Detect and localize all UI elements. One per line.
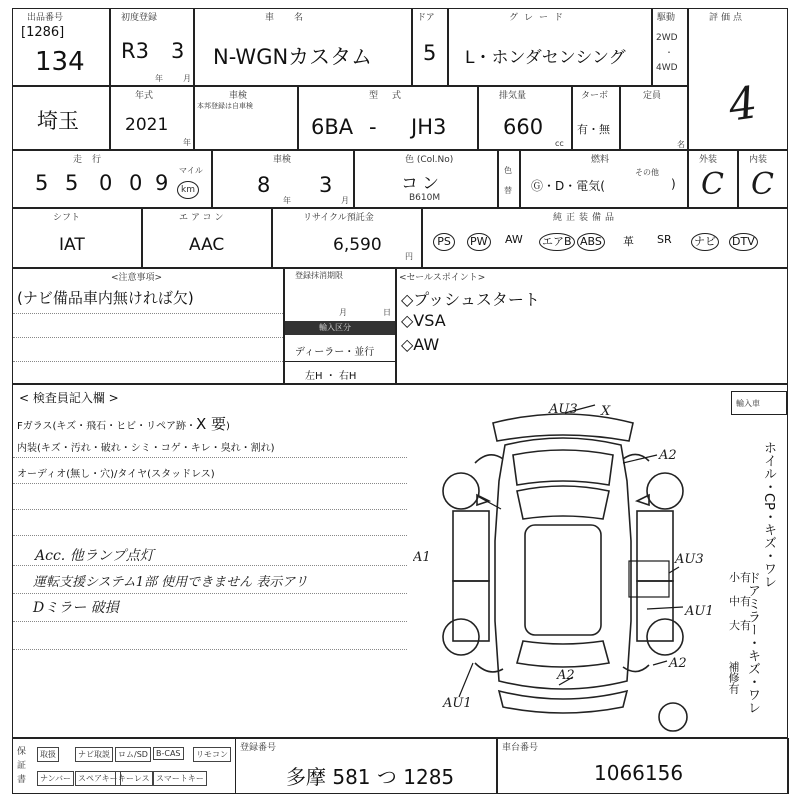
- equipment-2: AW: [505, 233, 523, 246]
- equipment-4: ABS: [577, 233, 605, 251]
- plate-header: 登録番号: [240, 743, 277, 753]
- mark-a1-left: A1: [413, 550, 431, 565]
- model-year-cell: [110, 86, 194, 150]
- mileage-digit-5: 9: [155, 171, 169, 195]
- int-grade-cell: [738, 150, 788, 208]
- equipment-header: 純正装備品: [553, 213, 619, 223]
- equipment-5: 革: [623, 235, 634, 248]
- equipment-1: PW: [467, 233, 491, 251]
- color-cell: [354, 150, 498, 208]
- sales-point-3: ◇AW: [401, 335, 440, 354]
- mark-au1-bottom-left: AU1: [443, 696, 472, 711]
- shift-cell: [12, 208, 142, 268]
- import-type-bar: [285, 321, 395, 335]
- door-cell: [412, 8, 448, 86]
- car-damage-diagram: [413, 401, 723, 737]
- int-grade: C: [751, 167, 774, 202]
- grade-header: グレード: [509, 13, 570, 23]
- footer-bottom-label-2: キーレス: [115, 771, 153, 786]
- ext-header: 外装: [699, 155, 718, 165]
- lot-number: 134: [35, 47, 85, 77]
- handwritten-note-1: Acc. 他ランプ点灯: [35, 548, 154, 564]
- lot-sub-number: [1286]: [21, 25, 65, 40]
- wheel-size-large: 大有: [729, 619, 751, 632]
- dealer-parallel: ディーラー・並行: [295, 347, 375, 358]
- mark-a2-right-top: A2: [659, 448, 677, 463]
- wheel-size-small: 小有: [729, 571, 751, 584]
- mark-au3-right: AU3: [675, 552, 704, 567]
- mark-x: X: [601, 404, 611, 419]
- color-change-a: 色: [504, 166, 512, 175]
- chassis-cell: [497, 738, 789, 794]
- footer-top-label-3: B-CAS: [153, 747, 184, 760]
- fuel-close: ): [671, 177, 676, 191]
- footer-top-label-0: 取扱: [37, 747, 59, 762]
- fuel-other: その他: [635, 168, 659, 177]
- int-header: 内装: [749, 155, 768, 165]
- displacement-unit: cc: [555, 139, 564, 148]
- aircon-header: エアコン: [179, 213, 227, 223]
- plate-number: 多摩 581 つ 1285: [286, 765, 455, 789]
- footer: [12, 738, 788, 794]
- shaken-cell: [212, 150, 354, 208]
- mileage-digit-4: 0: [129, 171, 143, 195]
- mileage-cell: [12, 150, 212, 208]
- type-code: JH3: [411, 115, 447, 139]
- door-header: ドア: [417, 13, 435, 23]
- score-cell: [688, 8, 788, 150]
- first-reg-month: 3: [171, 39, 185, 63]
- notes-header: <注意事項>: [111, 273, 163, 283]
- door-count: 5: [423, 41, 437, 65]
- model-year-unit: 年: [183, 138, 191, 147]
- turbo-value: 有・無: [577, 123, 610, 136]
- type-cell: [298, 86, 478, 150]
- type-prefix: 6BA: [311, 115, 354, 139]
- shaken-history-header: 車検: [229, 91, 248, 101]
- interior-line: 内装(キズ・汚れ・破れ・シミ・コゲ・キレ・臭れ・割れ): [17, 443, 275, 454]
- shaken-year: 8: [257, 173, 271, 197]
- import-type-label: 輸入区分: [319, 323, 351, 332]
- region-cell: [12, 86, 110, 150]
- reg-deadline-cell: [284, 268, 396, 384]
- inspector-area: [12, 384, 788, 738]
- recycle-header: リサイクル預託金: [303, 213, 374, 223]
- color-header: 色 (Col.No): [405, 155, 454, 165]
- footer-bottom-label-0: ナンバー: [37, 771, 74, 786]
- capacity-header: 定員: [643, 91, 662, 101]
- sales-point-2: ◇VSA: [401, 311, 446, 330]
- recycle-fee: 6,590: [333, 235, 382, 255]
- color-code: B610M: [409, 193, 441, 203]
- first-reg-era: R3: [121, 39, 149, 63]
- steering-side: 左H ・ 右H: [305, 371, 357, 382]
- inspection-sheet: [12, 8, 788, 794]
- wheel-size-mid: 中有: [729, 595, 751, 608]
- model-year: 2021: [125, 115, 169, 135]
- shift-header: シフト: [53, 213, 81, 223]
- mark-a2-right-bottom: A2: [669, 656, 687, 671]
- notes-cell: [12, 268, 284, 384]
- aircon: AAC: [189, 235, 225, 255]
- mileage-digit-2: 5: [65, 171, 79, 195]
- model-year-note: 本邦登録は自車検: [197, 102, 253, 110]
- color-name: コン: [401, 174, 443, 194]
- ext-grade: C: [701, 167, 724, 202]
- ext-grade-cell: [688, 150, 738, 208]
- first-reg-cell: [110, 8, 194, 86]
- equipment-7: ナビ: [691, 233, 719, 251]
- equipment-cell: [422, 208, 788, 268]
- mark-a2-bottom: A2: [557, 668, 575, 683]
- windshield-line: Fガラス(キズ・飛石・ヒビ・リペア跡・X 要): [17, 415, 230, 433]
- inspector-header: < 検査員記入欄 >: [19, 391, 119, 405]
- notes-text: (ナビ備品車内無ければ欠): [17, 289, 194, 307]
- first-reg-year-unit: 年: [155, 74, 163, 83]
- footer-top-label-4: リモコン: [193, 747, 231, 762]
- score-header: 評価点: [709, 13, 746, 23]
- region: 埼玉: [37, 109, 79, 133]
- first-reg-month-unit: 月: [183, 74, 191, 83]
- mark-au1-right: AU1: [685, 604, 714, 619]
- equipment-3: エアB: [539, 233, 575, 251]
- displacement: 660: [503, 115, 544, 139]
- displacement-cell: [478, 86, 572, 150]
- footer-bottom-label-3: スマートキー: [153, 771, 207, 786]
- car-name-header: 車名: [265, 13, 324, 23]
- aircon-cell: [142, 208, 272, 268]
- mileage-mile: マイル: [179, 166, 203, 175]
- displacement-header: 排気量: [499, 91, 527, 101]
- door-mirror-label: ドアミラー・キズ・ワレ: [745, 571, 760, 714]
- drive-4wd: 4WD: [656, 63, 678, 73]
- sales-points-cell: [396, 268, 788, 384]
- recycle-unit: 円: [405, 252, 413, 261]
- handwritten-note-2: 運転支援システム1部 使用できません 表示アリ: [33, 575, 308, 590]
- footer-top-label-1: ナビ取説: [75, 747, 113, 762]
- grade: L・ホンダセンシング: [465, 48, 626, 68]
- handwritten-note-3: Dミラー 破損: [33, 600, 119, 616]
- fuel-header: 燃料: [591, 155, 610, 165]
- drive-2wd: 2WD: [656, 33, 678, 43]
- shaken-header: 車検: [273, 155, 292, 165]
- sales-point-1: ◇プッシュスタート: [401, 290, 540, 309]
- warranty-label: 保証書: [17, 747, 27, 785]
- type-header: 型式: [369, 91, 416, 101]
- mileage-header: 走行: [73, 155, 112, 165]
- plate-cell: [235, 738, 497, 794]
- capacity-unit: 名: [677, 140, 685, 149]
- drive-header: 駆動: [657, 13, 676, 23]
- equipment-6: SR: [657, 233, 672, 246]
- lot-cell: [12, 8, 110, 86]
- chassis-header: 車台番号: [502, 743, 539, 753]
- shaken-month: 3: [319, 173, 333, 197]
- lot-header: 出品番号: [27, 13, 64, 23]
- drive-separator: ・: [665, 48, 673, 57]
- turbo-cell: [572, 86, 620, 150]
- color-change-cell: [498, 150, 520, 208]
- equipment-0: PS: [433, 233, 455, 251]
- reg-deadline-month: 月: [339, 308, 347, 317]
- score-value: 4: [725, 77, 761, 132]
- mileage-digit-1: 5: [35, 171, 51, 195]
- mark-top: AU3: [549, 402, 578, 417]
- type-separator: -: [369, 115, 377, 139]
- chassis-number: 1066156: [594, 761, 684, 785]
- audio-tire-line: オーディオ(無し・穴)/タイヤ(スタッドレス): [17, 469, 215, 480]
- mileage-km: km: [177, 181, 199, 199]
- first-reg-header: 初度登録: [121, 13, 158, 23]
- import-box: [731, 391, 787, 415]
- footer-bottom-label-1: スペアキー: [75, 771, 121, 786]
- reg-deadline-day: 日: [383, 308, 391, 317]
- shaken-history-cell: [194, 86, 298, 150]
- car-name: N-WGNカスタム: [213, 45, 373, 69]
- shaken-year-unit: 年: [283, 196, 291, 205]
- capacity-cell: [620, 86, 688, 150]
- wheel-cap-label: ホイル・CP・キズ・ワレ: [761, 441, 776, 588]
- repaired-label: 補修有: [727, 661, 740, 694]
- shift: IAT: [59, 235, 85, 255]
- import-label: 輸入車: [736, 399, 760, 408]
- equipment-8: DTV: [729, 233, 758, 251]
- model-year-header: 年式: [135, 91, 154, 101]
- footer-top-label-2: ロム/SD: [115, 747, 151, 762]
- fuel-options: Ⓖ・D・電気(: [531, 179, 605, 193]
- fuel-cell: [520, 150, 688, 208]
- color-change-b: 替: [504, 186, 512, 195]
- car-name-cell: [194, 8, 412, 86]
- drive-cell: [652, 8, 688, 86]
- mileage-digit-3: 0: [99, 171, 113, 195]
- shaken-month-unit: 月: [341, 196, 349, 205]
- turbo-header: ターボ: [581, 91, 609, 101]
- grade-cell: [448, 8, 652, 86]
- sales-points-header: <セールスポイント>: [399, 273, 486, 283]
- recycle-cell: [272, 208, 422, 268]
- reg-deadline-header: 登録抹消期限: [295, 271, 343, 280]
